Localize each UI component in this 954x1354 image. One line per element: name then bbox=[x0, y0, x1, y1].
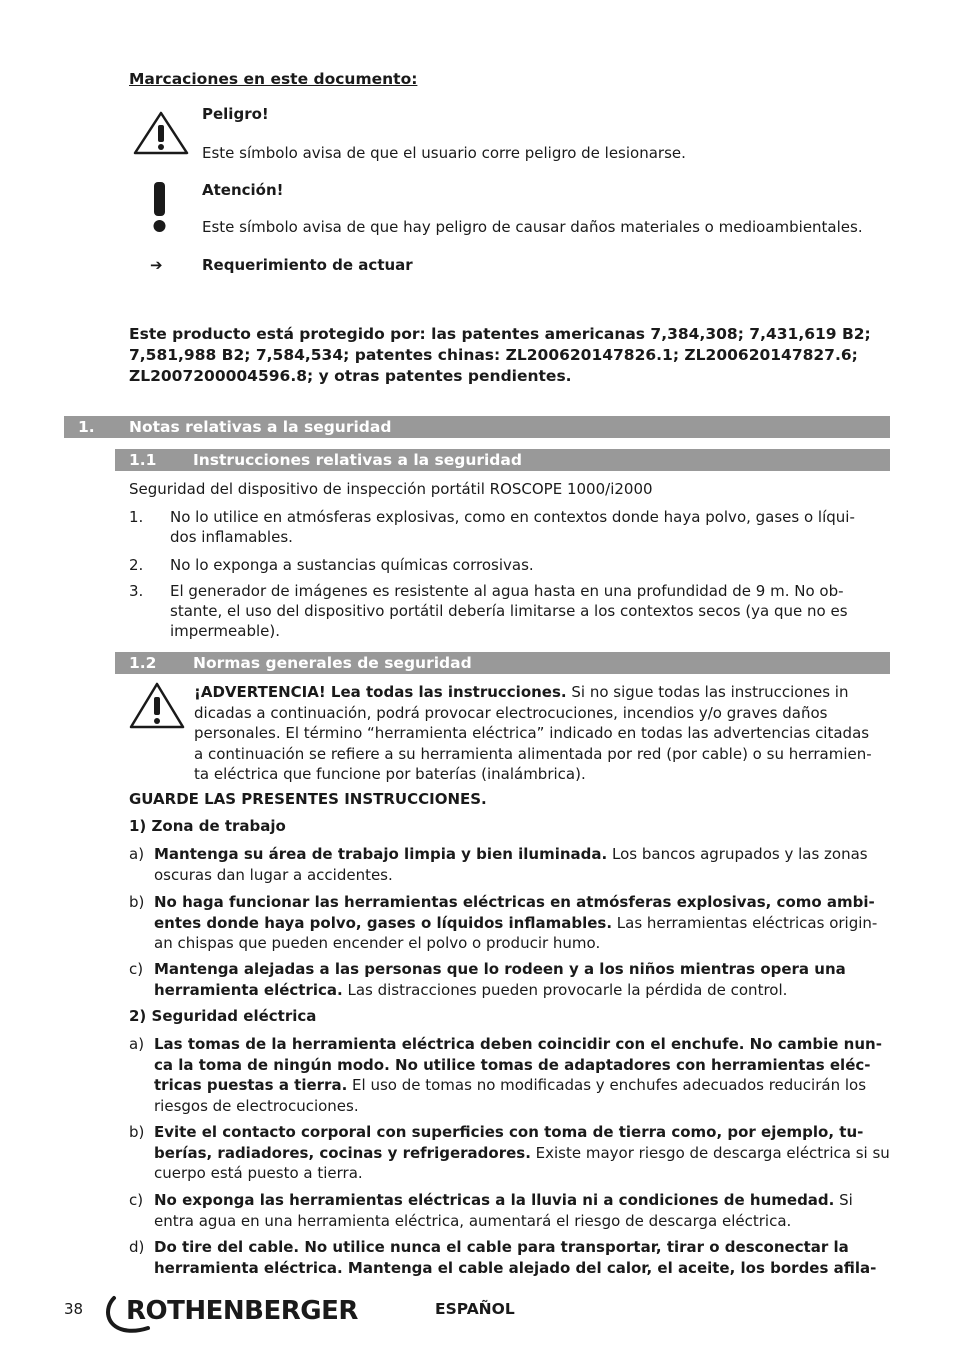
item-bold: entes donde haya polvo, gases o líquidos inflamables. bbox=[154, 913, 613, 932]
item-text: riesgos de electrocuciones. bbox=[154, 1096, 359, 1115]
list-item bbox=[129, 1122, 890, 1184]
list-item bbox=[129, 581, 890, 641]
item-letter: b) bbox=[129, 893, 145, 911]
item-letter: a) bbox=[129, 1035, 145, 1053]
item-letter: d) bbox=[129, 1238, 145, 1256]
item-text: No lo utilice en atmósferas explosivas, como en contextos donde haya polvo, gases o líqui- bbox=[170, 508, 855, 526]
list-item bbox=[129, 1190, 890, 1231]
list-item bbox=[129, 892, 890, 954]
item-text: Las distracciones pueden provocarle la pérdida de control. bbox=[342, 980, 788, 999]
section-number: 1.2 bbox=[129, 654, 157, 672]
item-text: cuerpo está puesto a tierra. bbox=[154, 1164, 363, 1182]
item-text: Las herramientas eléctricas origin- bbox=[612, 913, 878, 932]
item-text: impermeable). bbox=[170, 622, 281, 640]
danger-text: Este símbolo avisa de que el usuario corre peligro de lesionarse. bbox=[202, 144, 686, 162]
warning-text: dicadas a continuación, podrá provocar electrocuciones, incendios y/o graves daños bbox=[194, 703, 828, 722]
item-bold: herramienta eléctrica. Mantenga el cable alejado del calor, el aceite, los bordes afila- bbox=[154, 1258, 877, 1277]
danger-title: Peligro! bbox=[202, 105, 269, 123]
subheading-electrical-safety: 2) Seguridad eléctrica bbox=[129, 1007, 317, 1025]
warning-text: a continuación se refiere a su herramienta alimentada por red (por cable) o su herramien- bbox=[194, 744, 872, 763]
item-letter: b) bbox=[129, 1123, 145, 1141]
warning-text: ta eléctrica que funcione por baterías (inalámbrica). bbox=[194, 765, 586, 783]
item-bold: Evite el contacto corporal con superficies con toma de tierra como, por ejemplo, tu- bbox=[154, 1123, 864, 1141]
item-bold: No exponga las herramientas eléctricas a la lluvia ni a condiciones de humedad. bbox=[154, 1191, 835, 1209]
brand-name: ROTHENBERGER bbox=[126, 1296, 358, 1326]
section-bar-1-2 bbox=[115, 652, 890, 674]
item-bold: ca la toma de ningún modo. No utilice tomas de adaptadores con herramientas eléc- bbox=[154, 1055, 871, 1074]
warning-triangle-icon bbox=[128, 681, 186, 731]
subheading-work-area: 1) Zona de trabajo bbox=[129, 817, 286, 835]
patent-line: Este producto está protegido por: las patentes americanas 7,384,308; 7,431,619 B2; bbox=[129, 325, 871, 343]
item-bold: Mantenga alejadas a las personas que lo rodeen y a los niños mientras opera una bbox=[154, 960, 846, 978]
section-number: 1.1 bbox=[129, 451, 157, 469]
item-text: dos inflamables. bbox=[170, 528, 293, 546]
list-item bbox=[129, 959, 890, 1000]
item-text: Existe mayor riesgo de descarga eléctrica si su bbox=[530, 1143, 890, 1162]
section-bar-1 bbox=[64, 416, 890, 438]
list-item bbox=[129, 555, 890, 575]
warning-bold: ¡ADVERTENCIA! Lea todas las instrucciones. bbox=[194, 683, 567, 701]
item-bold: tricas puestas a tierra. bbox=[154, 1076, 348, 1094]
language-label: ESPAÑOL bbox=[435, 1300, 515, 1318]
section-title: Instrucciones relativas a la seguridad bbox=[193, 451, 522, 469]
item-number: 3. bbox=[129, 582, 144, 600]
warning-text: Si no sigue todas las instrucciones in bbox=[566, 683, 849, 701]
item-bold: Do tire del cable. No utilice nunca el cable para transportar, tirar o desconectar la bbox=[154, 1238, 849, 1256]
section-number: 1. bbox=[78, 418, 95, 436]
attention-text: Este símbolo avisa de que hay peligro de causar daños materiales o medioambientales. bbox=[202, 218, 863, 236]
item-text: No lo exponga a sustancias químicas corrosivas. bbox=[170, 556, 534, 574]
list-item bbox=[129, 1237, 890, 1278]
item-bold: berías, radiadores, cocinas y refrigeradores. bbox=[154, 1143, 531, 1162]
item-bold: No haga funcionar las herramientas eléctricas en atmósferas explosivas, como ambi- bbox=[154, 893, 875, 911]
patent-line: 7,581,988 B2; 7,584,534; patentes chinas: ZL200620147826.1; ZL200620147827.6; bbox=[129, 346, 858, 364]
item-text: Los bancos agrupados y las zonas bbox=[607, 845, 868, 863]
section-title: Notas relativas a la seguridad bbox=[129, 418, 392, 436]
item-letter: a) bbox=[129, 845, 145, 863]
brand-logo bbox=[104, 1294, 358, 1334]
item-number: 2. bbox=[129, 556, 144, 574]
exclamation-icon bbox=[150, 182, 170, 234]
list-item bbox=[129, 844, 890, 885]
item-text: El uso de tomas no modificadas y enchufes adecuados reducirán los bbox=[347, 1076, 867, 1094]
arrow-right-icon: ➔ bbox=[150, 256, 163, 274]
item-text: oscuras dan lugar a accidentes. bbox=[154, 865, 393, 884]
section-bar-1-1 bbox=[115, 449, 890, 471]
warning-triangle-icon bbox=[132, 110, 190, 156]
attention-title: Atención! bbox=[202, 181, 284, 199]
item-bold: herramienta eléctrica. bbox=[154, 980, 343, 999]
list-item bbox=[129, 1034, 890, 1116]
item-text: Si bbox=[834, 1191, 853, 1209]
item-bold: Las tomas de la herramienta eléctrica deben coincidir con el enchufe. No cambie nun- bbox=[154, 1035, 882, 1053]
patent-notice bbox=[129, 324, 889, 387]
warning-text: personales. El término “herramienta eléctrica” indicado en todas las advertencias citadas bbox=[194, 724, 870, 742]
action-title: Requerimiento de actuar bbox=[202, 256, 413, 274]
keep-instructions: GUARDE LAS PRESENTES INSTRUCCIONES. bbox=[129, 790, 487, 808]
item-text: El generador de imágenes es resistente al agua hasta en una profundidad de 9 m. No ob- bbox=[170, 582, 844, 600]
markings-title: Marcaciones en este documento: bbox=[129, 70, 418, 88]
warning-paragraph bbox=[194, 682, 890, 785]
page-number: 38 bbox=[64, 1300, 84, 1318]
item-text: entra agua en una herramienta eléctrica, aumentará el riesgo de descarga eléctrica. bbox=[154, 1211, 792, 1230]
item-text: an chispas que pueden encender el polvo o producir humo. bbox=[154, 934, 601, 952]
item-letter: c) bbox=[129, 960, 144, 978]
item-number: 1. bbox=[129, 508, 144, 526]
patent-line: ZL2007200004596.8; y otras patentes pendientes. bbox=[129, 367, 572, 385]
item-letter: c) bbox=[129, 1191, 144, 1209]
item-bold: Mantenga su área de trabajo limpia y bien iluminada. bbox=[154, 845, 608, 863]
item-text: stante, el uso del dispositivo portátil debería limitarse a los contextos secos (ya que no es bbox=[170, 602, 848, 620]
section-title: Normas generales de seguridad bbox=[193, 654, 472, 672]
intro-text: Seguridad del dispositivo de inspección portátil ROSCOPE 1000/i2000 bbox=[129, 480, 653, 498]
list-item bbox=[129, 507, 890, 547]
